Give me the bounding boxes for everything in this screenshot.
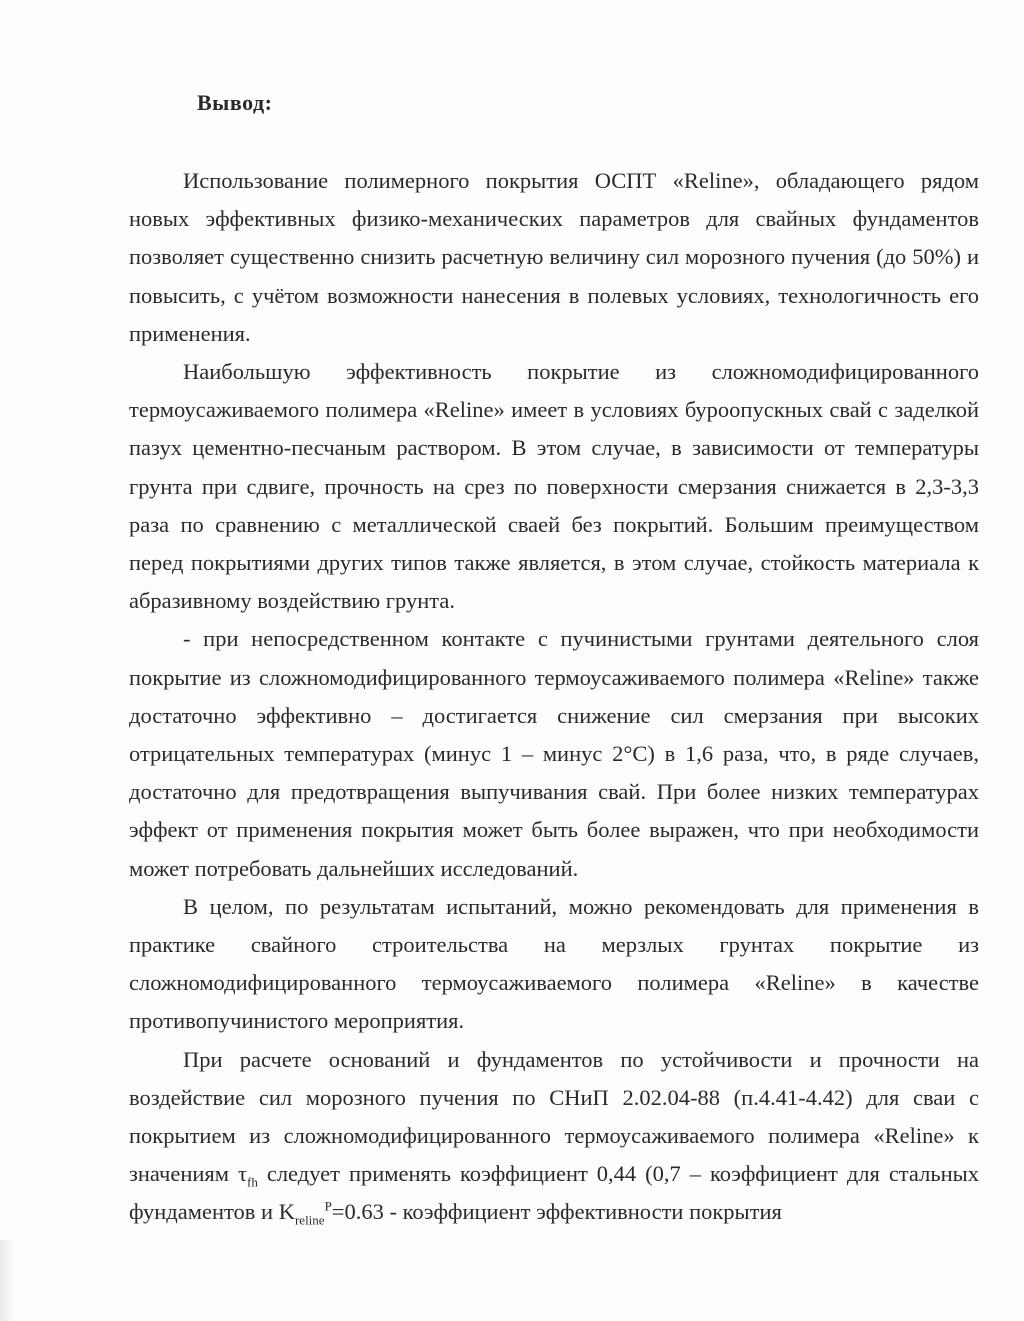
k-superscript: P	[324, 1198, 332, 1214]
conclusion-heading: Вывод:	[197, 90, 273, 115]
paragraph-recommendation: В целом, по результатам испытаний, можно рекомендовать для применения в практике свайного строительства на мерзлых грунтах покрытие из сложномодифицированного термоусаживаемого полимера «Reline» в качестве противопучинистого мероприятия.	[129, 893, 979, 1034]
paragraph-calculation	[129, 1041, 979, 1232]
calc-text-part3: =0.63 - коэффициент эффективности покрытия	[331, 1199, 782, 1225]
paragraph-coating-benefits: Использование полимерного покрытия ОСПТ «Reline», обладающего рядом новых эффективных физико-механических параметров для свайных фундаментов позволяет существенно снизить расчетную величину сил морозного пучения (до 50%) и повысить, с учётом возможности нанесения в полевых условиях, технологичность его применения.	[129, 168, 979, 346]
paragraph-effectiveness: Наибольшую эффективность покрытие из сложномодифицированного термоусаживаемого полимера «Reline» имеет в условиях буроопускных свай с заделкой пазух цементно-песчаным раствором. В этом случае, в зависимости от температуры грунта при сдвиге, прочность на срез по поверхности смерзания снижается в 2,3-3,3 раза по сравнению с металлической сваей без покрытий. Большим преимуществом перед покрытиями других типов также является, в этом случае, стойкость материала к абразивному воздействию грунта.	[129, 359, 979, 614]
document-body	[129, 162, 979, 1232]
scan-edge-shadow	[0, 1240, 14, 1321]
calc-text-part1: При расчете оснований и фундаментов по устойчивости и прочности на воздействие сил морозного пучения по СНиП 2.02.04-88 (п.4.41-4.42) для сваи с покрытием из сложномодифицированного термоусаживаемого полимера «Reline» к значениям τ	[129, 1046, 979, 1187]
calc-text-part2: следует применять коэффициент 0,44 (0,7 – коэффициент для стальных фундаментов и K	[129, 1161, 979, 1225]
paragraph-direct-contact: - при непосредственном контакте с пучинистыми грунтами деятельного слоя покрытие из сложномодифицированного термоусаживаемого полимера «Reline» также достаточно эффективно – достигается снижение сил смерзания при высоких отрицательных температурах (минус 1 – минус 2°С) в 1,6 раза, что, в ряде случаев, достаточно для предотвращения выпучивания свай. При более низких температурах эффект от применения покрытия может быть более выражен, что при необходимости может потребовать дальнейших исследований.	[129, 626, 979, 881]
k-subscript: reline	[294, 1212, 325, 1228]
tau-subscript: fh	[247, 1174, 258, 1190]
